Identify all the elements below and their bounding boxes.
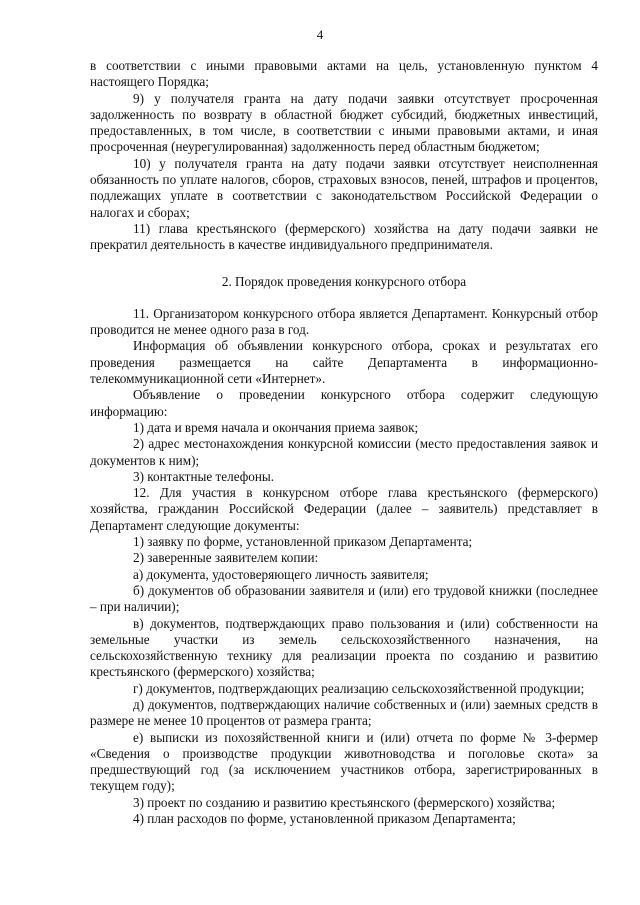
list-item-application: 1) заявку по форме, установленной приказом Департамента; xyxy=(133,534,473,550)
paragraph-continuation: в соответствии с иными правовыми актами на цель, установленную пунктом 4 настоящего Порядка; xyxy=(90,58,598,90)
list-subitem-a: а) документа, удостоверяющего личность заявителя; xyxy=(133,566,429,582)
document-body xyxy=(90,58,598,827)
list-item-address: 2) адрес местонахождения конкурсной комиссии (место предоставления заявок и документов к ним); xyxy=(90,436,598,468)
list-item-dates: 1) дата и время начала и окончания приема заявок; xyxy=(133,419,419,435)
section-heading: 2. Порядок проведения конкурсного отбора xyxy=(221,273,467,289)
paragraph-info-publication: Информация об объявлении конкурсного отбора, сроках и результатах его проведения размещается на сайте Департамента в информационно-телекоммуникационной сети «Интернет». xyxy=(90,338,598,387)
paragraph-item-10: 10) у получателя гранта на дату подачи заявки отсутствует неисполненная обязанность по уплате налогов, сборов, страховых взносов, пеней, штрафов и процентов, подлежащих уплате в соответствии с законодательством Российской Федерации о налогах и сборах; xyxy=(90,155,598,220)
paragraph-clause-11: 11. Организатором конкурсного отбора является Департамент. Конкурсный отбор проводится не менее одного раза в год. xyxy=(90,305,598,338)
paragraph-item-9: 9) у получателя гранта на дату подачи заявки отсутствует просроченная задолженность по возврату в областной бюджет субсидий, бюджетных инвестиций, предоставленных, в том числе, в соответствии с иными правовыми актами, и иная просроченная (неурегулированная) задолженность перед областным бюджетом; xyxy=(90,90,598,155)
list-item-expense-plan: 4) план расходов по форме, установленной приказом Департамента; xyxy=(133,811,516,827)
list-subitem-d: д) документов, подтверждающих наличие собственных и (или) заемных средств в размере не менее 10 процентов от размера гранта; xyxy=(90,696,598,729)
list-subitem-g: г) документов, подтверждающих реализацию сельскохозяйственной продукции; xyxy=(133,680,585,696)
page-number: 4 xyxy=(316,27,324,42)
list-item-phones: 3) контактные телефоны. xyxy=(133,468,275,484)
list-subitem-e: е) выписки из похозяйственной книги и (или) отчета по форме № 3-фермер «Сведения о производстве продукции животноводства и поголовье скота» за предшествующий год (за исключением участников отбора, зарегистрированных в текущем году); xyxy=(90,729,598,794)
list-subitem-v: в) документов, подтверждающих право пользования и (или) собственности на земельные участки из земель сельскохозяйственного назначения, на сельскохозяйственную технику для реализации проекта по созданию и развитию крестьянского (фермерского) хозяйства; xyxy=(90,615,598,680)
paragraph-announcement-contents: Объявление о проведении конкурсного отбора содержит следующую информацию: xyxy=(90,387,598,419)
list-item-copies: 2) заверенные заявителем копии: xyxy=(133,550,319,566)
list-subitem-b: б) документов об образовании заявителя и (или) его трудовой книжки (последнее – при наличии); xyxy=(90,582,598,615)
list-item-project: 3) проект по созданию и развитию крестьянского (фермерского) хозяйства; xyxy=(133,794,556,810)
paragraph-item-11: 11) глава крестьянского (фермерского) хозяйства на дату подачи заявки не прекратил деятельность в качестве индивидуального предпринимателя. xyxy=(90,220,598,253)
paragraph-clause-12: 12. Для участия в конкурсном отборе глава крестьянского (фермерского) хозяйства, гражданин Российской Федерации (далее – заявитель) представляет в Департамент следующие документы: xyxy=(90,485,598,533)
